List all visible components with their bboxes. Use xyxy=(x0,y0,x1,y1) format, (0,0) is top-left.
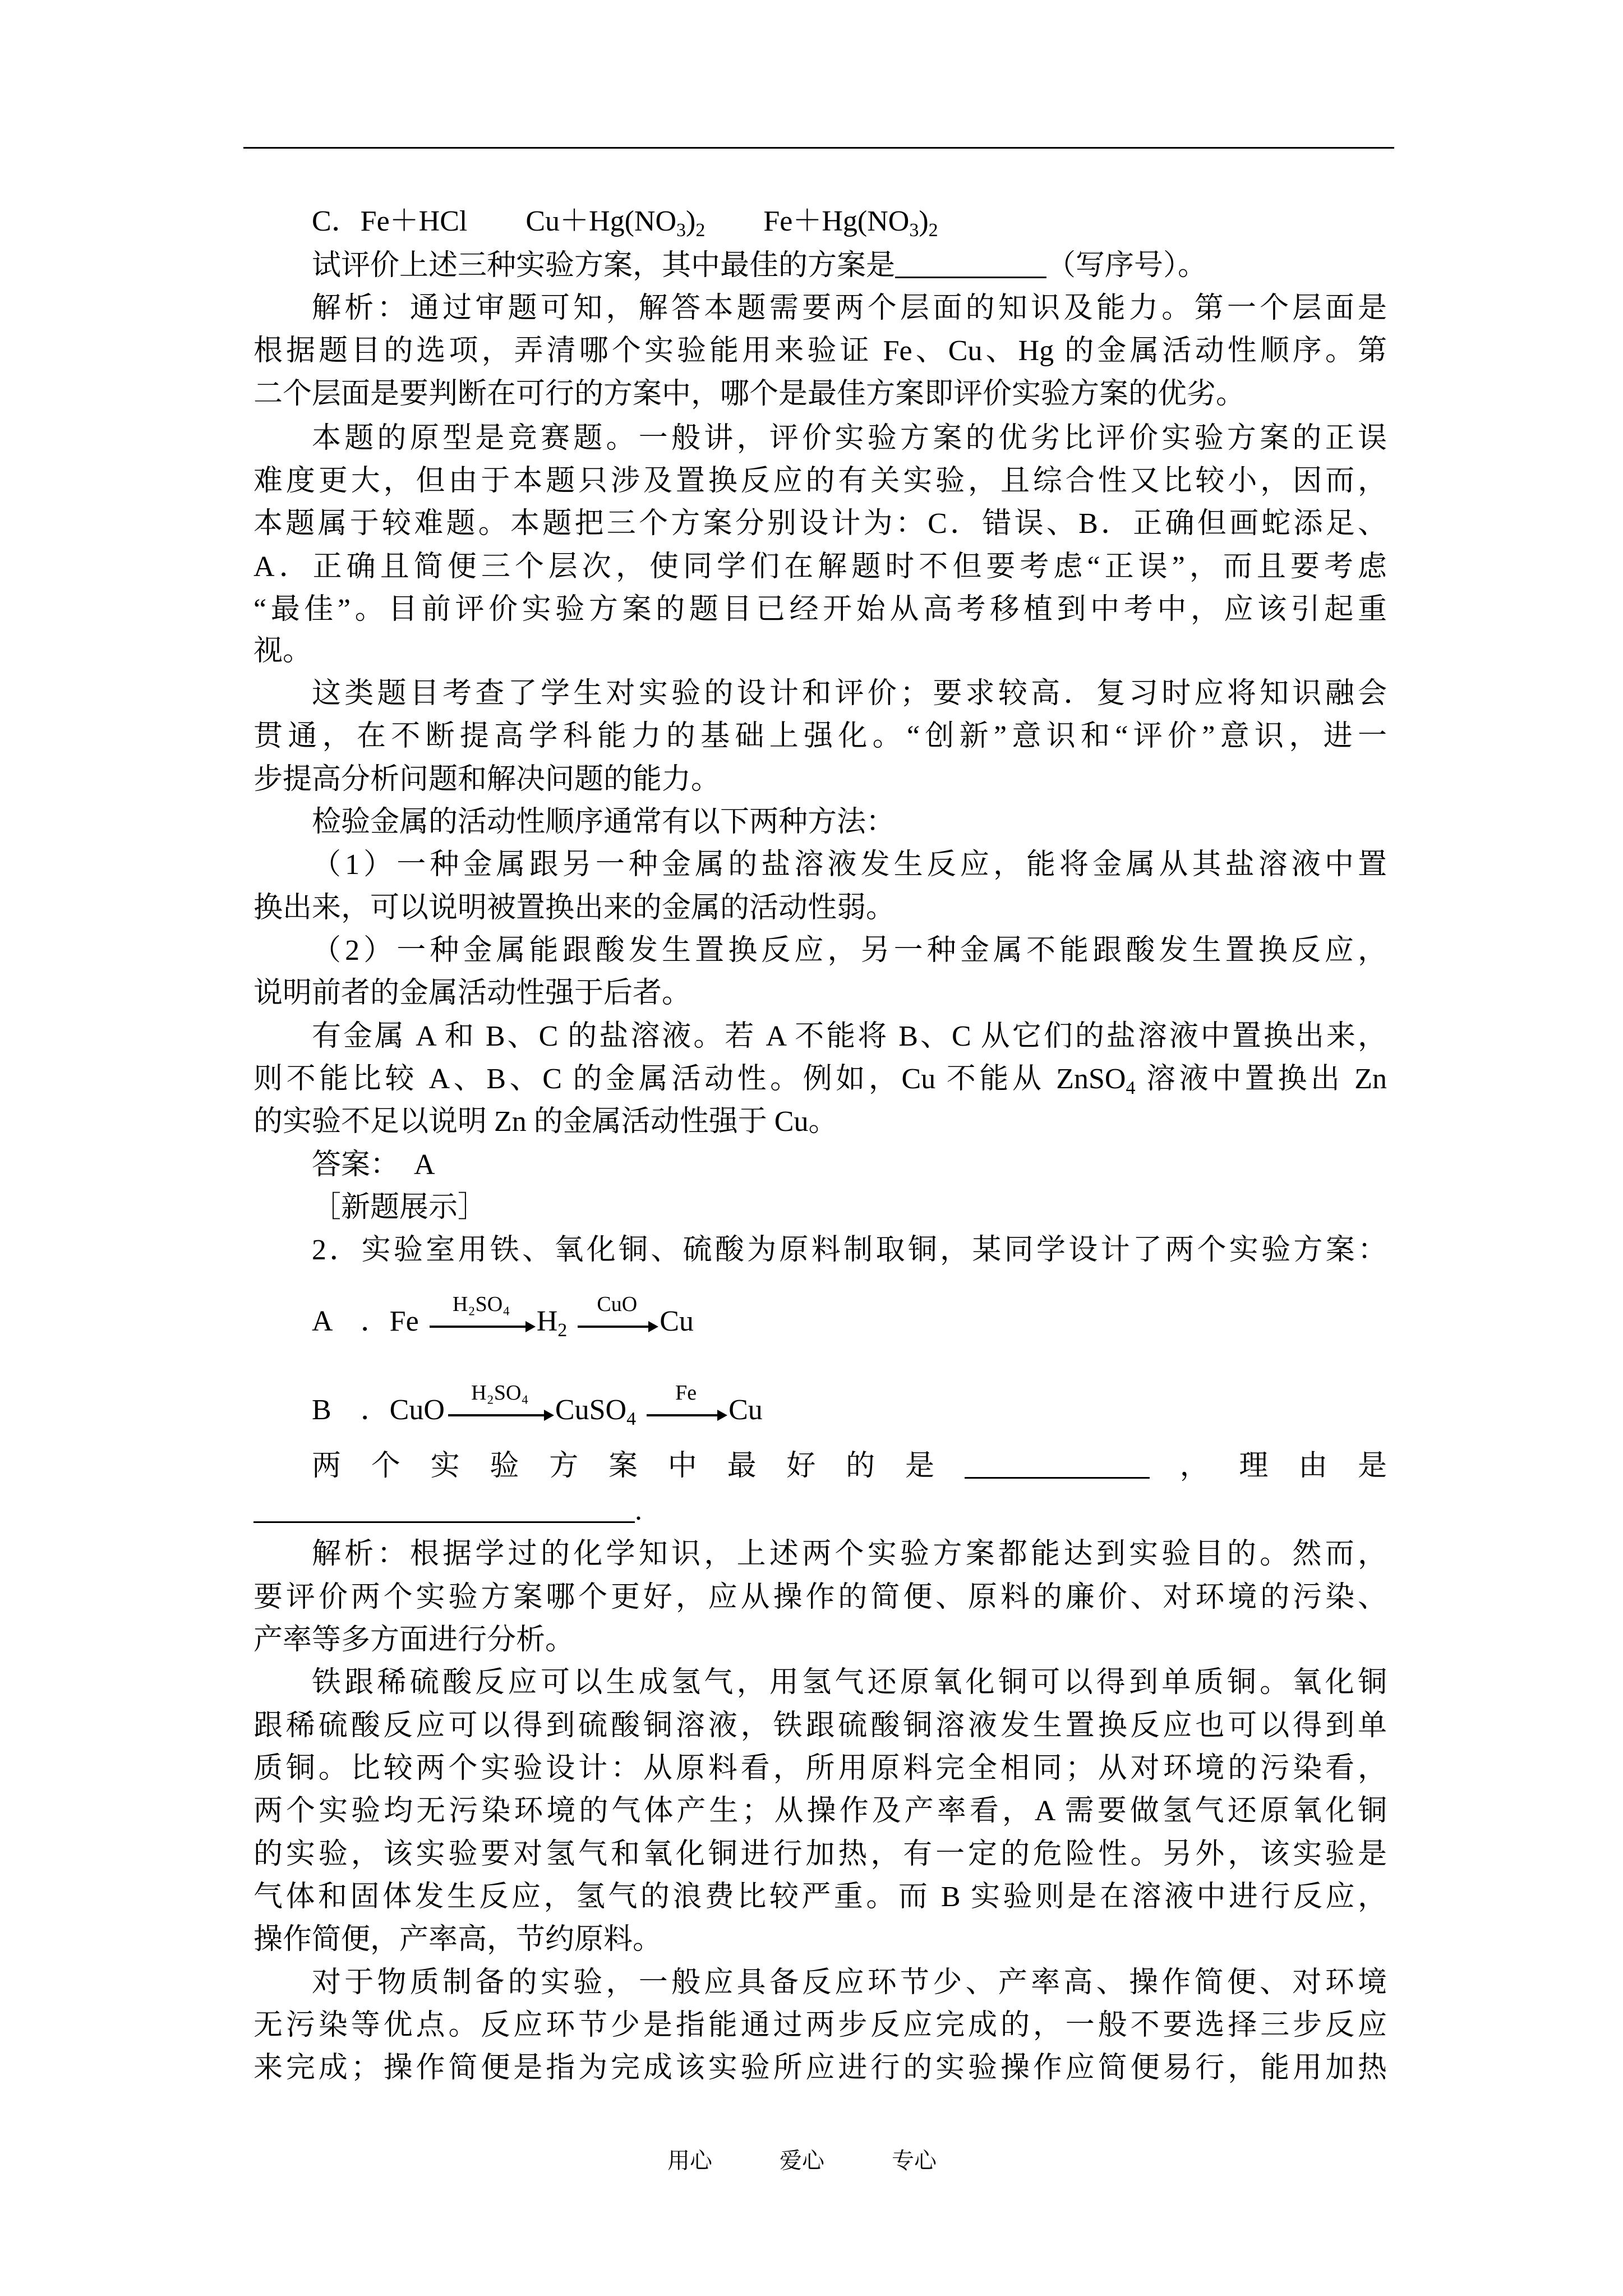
text-segment: 溶液中置换出 Zn xyxy=(1135,1062,1387,1095)
text-line: 这类题目考查了学生对实验的设计和评价；要求较高．复习时应将知识融会 xyxy=(312,678,1387,710)
text-line xyxy=(253,202,1387,241)
text-line: 对于物质制备的实验，一般应具备反应环节少、产率高、操作简便、对环境 xyxy=(312,1966,1387,1999)
text-segment: C．Fe＋HCl Cu＋Hg(NO xyxy=(312,205,677,237)
text-line xyxy=(253,1491,1387,1530)
text-line: 两个实验均无污染环境的气体产生；从操作及产率看，A 需要做氢气还原氧化铜 xyxy=(253,1795,1387,1828)
text-segment: Cu xyxy=(660,1305,694,1337)
reagent-label: H₂SO₄ xyxy=(471,1381,529,1405)
reagent-label: CuO xyxy=(597,1292,638,1316)
text-segment: H xyxy=(536,1305,558,1337)
subscript: 4 xyxy=(1126,1077,1136,1098)
text-segment: Cu xyxy=(728,1393,763,1426)
text-line: A．正确且简便三个层次，使同学们在解题时不但要考虑“正误”，而且要考虑 xyxy=(253,550,1387,583)
text-line: 质铜。比较两个实验设计：从原料看，所用原料完全相同；从对环境的污染看， xyxy=(253,1752,1387,1785)
text-line: （1）一种金属跟另一种金属的盐溶液发生反应，能将金属从其盐溶液中置 xyxy=(312,849,1387,881)
text-segment: 两个实验方案中最好的是 xyxy=(312,1450,965,1482)
text-line: 换出来，可以说明被置换出来的金属的活动性弱。 xyxy=(253,891,896,924)
text-line: 产率等多方面进行分析。 xyxy=(253,1624,575,1657)
arrow-icon xyxy=(448,1414,552,1416)
text-segment: （写序号）。 xyxy=(1046,249,1207,282)
text-line: 贯通，在不断提高学科能力的基础上强化。“创新”意识和“评价”意识，进一 xyxy=(253,720,1387,753)
arrow-icon xyxy=(430,1326,533,1328)
equation-line xyxy=(253,1292,1387,1341)
text-segment: B ．CuO xyxy=(312,1393,445,1426)
text-line: 操作简便，产率高，节约原料。 xyxy=(253,1924,662,1956)
subscript: 2 xyxy=(928,219,938,241)
text-line: 说明前者的金属活动性强于后者。 xyxy=(253,977,691,1010)
text-segment xyxy=(567,1305,574,1337)
text-line: 二个层面是要判断在可行的方案中，哪个是最佳方案即评价实验方案的优劣。 xyxy=(253,378,1246,410)
text-segment: . xyxy=(635,1494,642,1526)
text-line: 气体和固体发生反应，氢气的浪费比较严重。而 B 实验则是在溶液中进行反应， xyxy=(253,1881,1387,1913)
text-line: 跟稀硫酸反应可以得到硫酸铜溶液，铁跟硫酸铜溶液发生置换反应也可以得到单 xyxy=(253,1709,1387,1742)
subscript: 2 xyxy=(695,219,706,241)
text-segment: Fe＋Hg(NO xyxy=(705,205,910,237)
text-line xyxy=(253,1060,1387,1099)
text-line: ［新题展示］ xyxy=(312,1191,487,1223)
text-line: 要评价两个实验方案哪个更好，应从操作的简便、原料的廉价、对环境的污染、 xyxy=(253,1581,1387,1613)
text-line: 的实验，该实验要对氢气和氧化铜进行加热，有一定的危险性。另外，该实验是 xyxy=(253,1838,1387,1870)
text-line: 根据题目的选项，弄清哪个实验能用来验证 Fe、Cu、Hg 的金属活动性顺序。第 xyxy=(253,335,1387,367)
header-rule xyxy=(243,147,1394,149)
reagent-label: H₂SO₄ xyxy=(452,1292,510,1316)
text-line: 难度更大，但由于本题只涉及置换反应的有关实验，且综合性又比较小，因而， xyxy=(253,465,1387,498)
text-line: 解析：根据学过的化学知识，上述两个实验方案都能达到实验目的。然而， xyxy=(312,1538,1387,1571)
text-line: （2）一种金属能跟酸发生置换反应，另一种金属不能跟酸发生置换反应， xyxy=(312,935,1387,967)
subscript: 3 xyxy=(909,219,919,241)
answer-blank xyxy=(895,247,1046,278)
reaction-arrow xyxy=(578,1292,656,1328)
text-line: 解析：通过审题可知，解答本题需要两个层面的知识及能力。第一个层面是 xyxy=(312,292,1387,325)
text-line: 的实验不足以说明 Zn 的金属活动性强于 Cu。 xyxy=(253,1106,838,1138)
text-line: 本题的原型是竞赛题。一般讲，评价实验方案的优劣比评价实验方案的正误 xyxy=(312,422,1387,454)
text-line: 铁跟稀硫酸反应可以生成氢气，用氢气还原氧化铜可以得到单质铜。氧化铜 xyxy=(312,1667,1387,1699)
text-line: 来完成；操作简便是指为完成该实验所应进行的实验操作应简便易行，能用加热 xyxy=(253,2052,1387,2085)
page-footer: 用心 爱心 专心 xyxy=(667,2148,937,2173)
arrow-icon xyxy=(647,1414,725,1416)
text-line: 本题属于较难题。本题把三个方案分别设计为：C．错误、B．正确但画蛇添足、 xyxy=(253,508,1387,540)
text-segment: ) xyxy=(686,205,696,237)
text-segment: A ．Fe xyxy=(312,1305,426,1337)
equation-line xyxy=(253,1381,1387,1430)
reaction-arrow xyxy=(448,1381,552,1416)
text-segment: ) xyxy=(919,205,929,237)
text-line: 视。 xyxy=(253,634,312,667)
text-segment xyxy=(636,1394,643,1426)
text-line: 答案： A xyxy=(312,1148,435,1181)
answer-blank xyxy=(253,1492,635,1523)
answer-blank xyxy=(965,1448,1150,1479)
arrow-icon xyxy=(578,1326,656,1328)
text-line: 检验金属的活动性顺序通常有以下两种方法： xyxy=(312,806,896,839)
text-line xyxy=(253,1447,1387,1486)
text-segment: ，理由是 xyxy=(1149,1450,1387,1482)
text-segment: CuSO xyxy=(555,1393,627,1426)
subscript: 3 xyxy=(676,219,686,241)
text-line: “最佳”。目前评价实验方案的题目已经开始从高考移植到中考中，应该引起重 xyxy=(253,593,1387,626)
text-segment: 试评价上述三种实验方案，其中最佳的方案是 xyxy=(312,249,896,282)
reagent-label: Fe xyxy=(675,1381,697,1405)
reaction-arrow xyxy=(647,1381,725,1416)
text-line: 2．实验室用铁、氧化铜、硫酸为原料制取铜，某同学设计了两个实验方案： xyxy=(312,1234,1387,1267)
text-segment: 则不能比较 A、B、C 的金属活动性。例如，Cu 不能从 ZnSO xyxy=(253,1062,1126,1095)
text-line: 无污染等优点。反应环节少是指能通过两步反应完成的，一般不要选择三步反应 xyxy=(253,2009,1387,2042)
text-line: 有金属 A 和 B、C 的盐溶液。若 A 不能将 B、C 从它们的盐溶液中置换出来， xyxy=(312,1020,1387,1052)
subscript: 4 xyxy=(626,1408,637,1429)
text-line: 步提高分析问题和解决问题的能力。 xyxy=(253,763,721,795)
text-line xyxy=(253,246,1387,286)
subscript: 2 xyxy=(557,1319,568,1341)
reaction-arrow xyxy=(430,1292,533,1328)
